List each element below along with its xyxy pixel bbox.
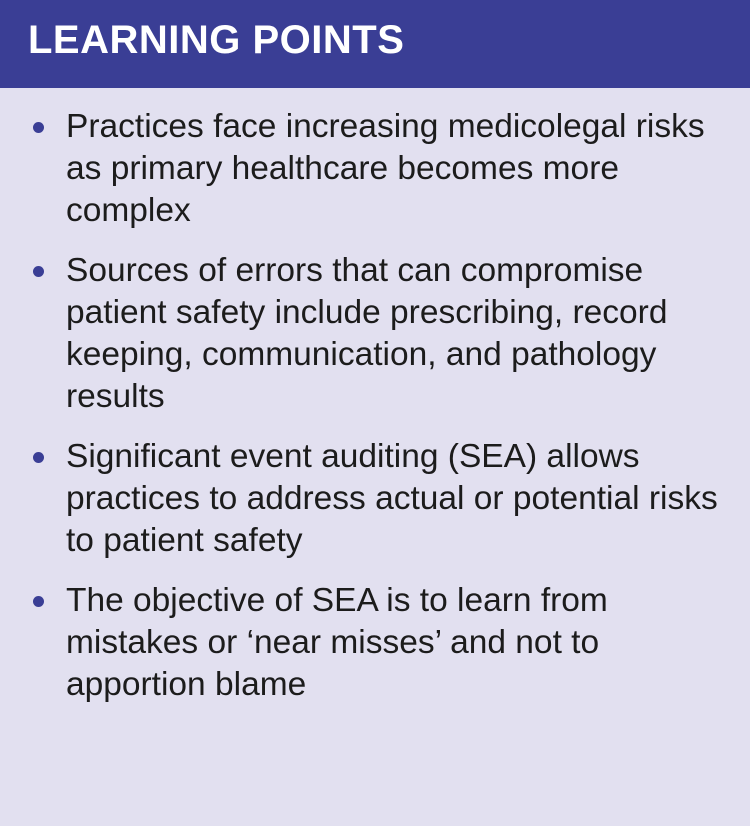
box-title: LEARNING POINTS [28, 18, 405, 62]
list-item-text: Significant event auditing (SEA) allows practices to address actual or potential risks to patient safety [66, 438, 718, 559]
bullet-dot-icon [33, 266, 44, 277]
list-item [0, 436, 750, 562]
bullet-dot-icon [33, 596, 44, 607]
box-header [0, 0, 750, 88]
list-item-text: Practices face increasing medicolegal risks as primary healthcare becomes more complex [66, 108, 705, 229]
list-item-text: Sources of errors that can compromise patient safety include prescribing, record keeping, communication, and pathology results [66, 252, 668, 415]
bullet-dot-icon [33, 122, 44, 133]
learning-points-list [0, 106, 750, 724]
bullet-dot-icon [33, 452, 44, 463]
list-item-text: The objective of SEA is to learn from mistakes or ‘near misses’ and not to apportion blame [66, 582, 608, 703]
list-item [0, 250, 750, 418]
list-item [0, 106, 750, 232]
list-item [0, 580, 750, 706]
